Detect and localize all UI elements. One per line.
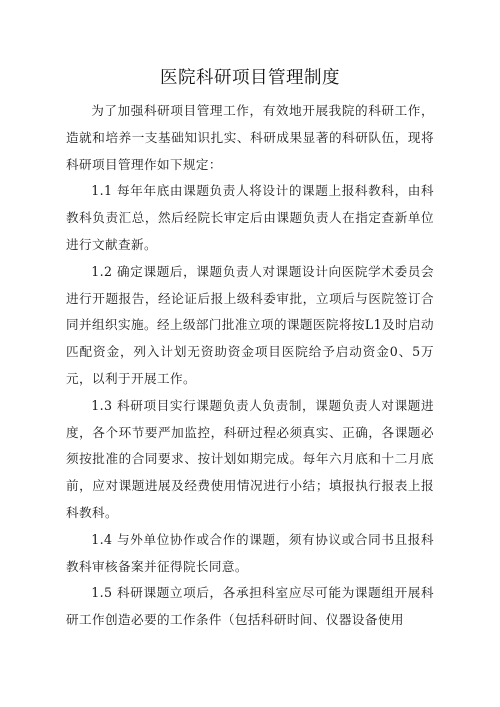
clause-1-2: 1.2 确定课题后，课题负责人对课题设计向医院学术委员会进行开题报告，经论证后报上级科委审批，立项后与医院签订合同并组织实施。经上级部门批准立项的课题医院将按L1及时启动匹配资金，列入计划无资助资金项目医院给予启动资金0、5万元，以利于开展工作。	[66, 263, 435, 386]
intro-paragraph: 为了加强科研项目管理工作，有效地开展我院的科研工作，造就和培养一支基础知识扎实、科研成果显著的科研队伍，现将科研项目管理作如下规定：	[66, 103, 434, 172]
document-title: 医院科研项目管理制度	[160, 68, 340, 88]
clause-1-1: 1.1 每年年底由课题负责人将设计的课题上报科教科，由科教科负责汇总，然后经院长审定后由课题负责人在指定查新单位进行文献查新。	[66, 183, 434, 252]
clause-1-3: 1.3 科研项目实行课题负责人负责制，课题负责人对课题进度，各个环节要严加监控，科研过程必须真实、正确，各课题必须按批准的合同要求、按计划如期完成。每年六月底和十二月底前，应对课题进展及经费使用情况进行小结；填报执行报表上报科教科。	[66, 397, 434, 520]
clause-1-4: 1.4 与外单位协作或合作的课题，须有协议或合同书且报科教科审核备案并征得院长同意。	[66, 531, 434, 574]
clause-1-5: 1.5 科研课题立项后，各承担科室应尽可能为课题组开展科研工作创造必要的工作条件（包括科研时间、仪器设备使用	[66, 585, 434, 628]
